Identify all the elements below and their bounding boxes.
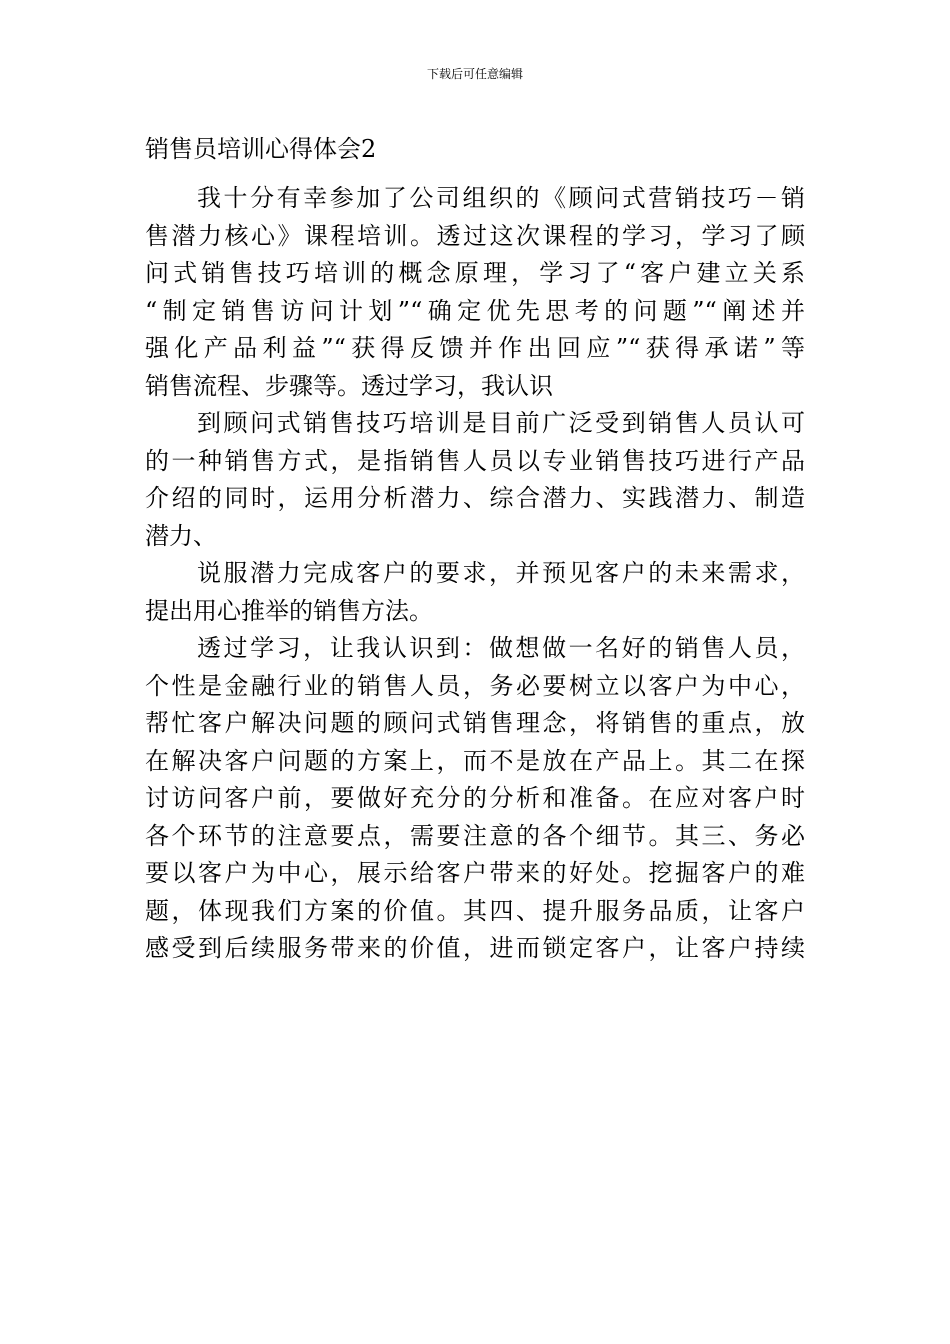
text-line: 问式销售技巧培训的概念原理，学习了“客户建立关系: [145, 259, 805, 287]
document-title: 销售员培训心得体会2: [145, 135, 377, 163]
text-line: 在解决客户问题的方案上，而不是放在产品上。其二在探: [145, 746, 805, 775]
text-line: 我十分有幸参加了公司组织的《顾问式营销技巧－销: [197, 184, 805, 212]
text-line: 讨访问客户前，要做好充分的分析和准备。在应对客户时: [145, 784, 805, 812]
paragraph-3: [145, 555, 805, 630]
text-line: 售潜力核心》课程培训。透过这次课程的学习，学习了顾: [145, 221, 805, 250]
text-line: “制定销售访问计划”“确定优先思考的问题”“阐述并: [145, 296, 805, 325]
text-line: 个性是金融行业的销售人员，务必要树立以客户为中心，: [145, 671, 805, 700]
text-line: 潜力、: [145, 521, 217, 550]
paragraph-4: [145, 630, 805, 968]
text-line: 要以客户为中心，展示给客户带来的好处。挖掘客户的难: [145, 859, 805, 887]
document-body: [145, 180, 805, 968]
text-line: 各个环节的注意要点，需要注意的各个细节。其三、务必: [145, 821, 805, 850]
text-line: 透过学习，让我认识到：做想做一名好的销售人员，: [197, 634, 805, 662]
header-note: 下载后可任意编辑: [426, 67, 523, 81]
text-line: 帮忙客户解决问题的顾问式销售理念，将销售的重点，放: [145, 709, 805, 737]
text-line: 强化产品利益”“获得反馈并作出回应”“获得承诺”等: [145, 334, 805, 362]
text-line: 到顾问式销售技巧培训是目前广泛受到销售人员认可: [197, 409, 805, 437]
text-line: 提出用心推举的销售方法。: [145, 596, 433, 625]
text-line: 销售流程、步骤等。透过学习，我认识: [145, 371, 553, 400]
paragraph-1: [145, 180, 805, 405]
text-line: 感受到后续服务带来的价值，进而锁定客户，让客户持续: [145, 934, 805, 962]
text-line: 介绍的同时，运用分析潜力、综合潜力、实践潜力、制造: [145, 484, 805, 512]
paragraph-2: [145, 405, 805, 555]
text-line: 说服潜力完成客户的要求，并预见客户的未来需求，: [197, 559, 805, 587]
text-line: 的一种销售方式，是指销售人员以专业销售技巧进行产品: [145, 446, 805, 475]
text-line: 题，体现我们方案的价值。其四、提升服务品质，让客户: [145, 896, 805, 925]
